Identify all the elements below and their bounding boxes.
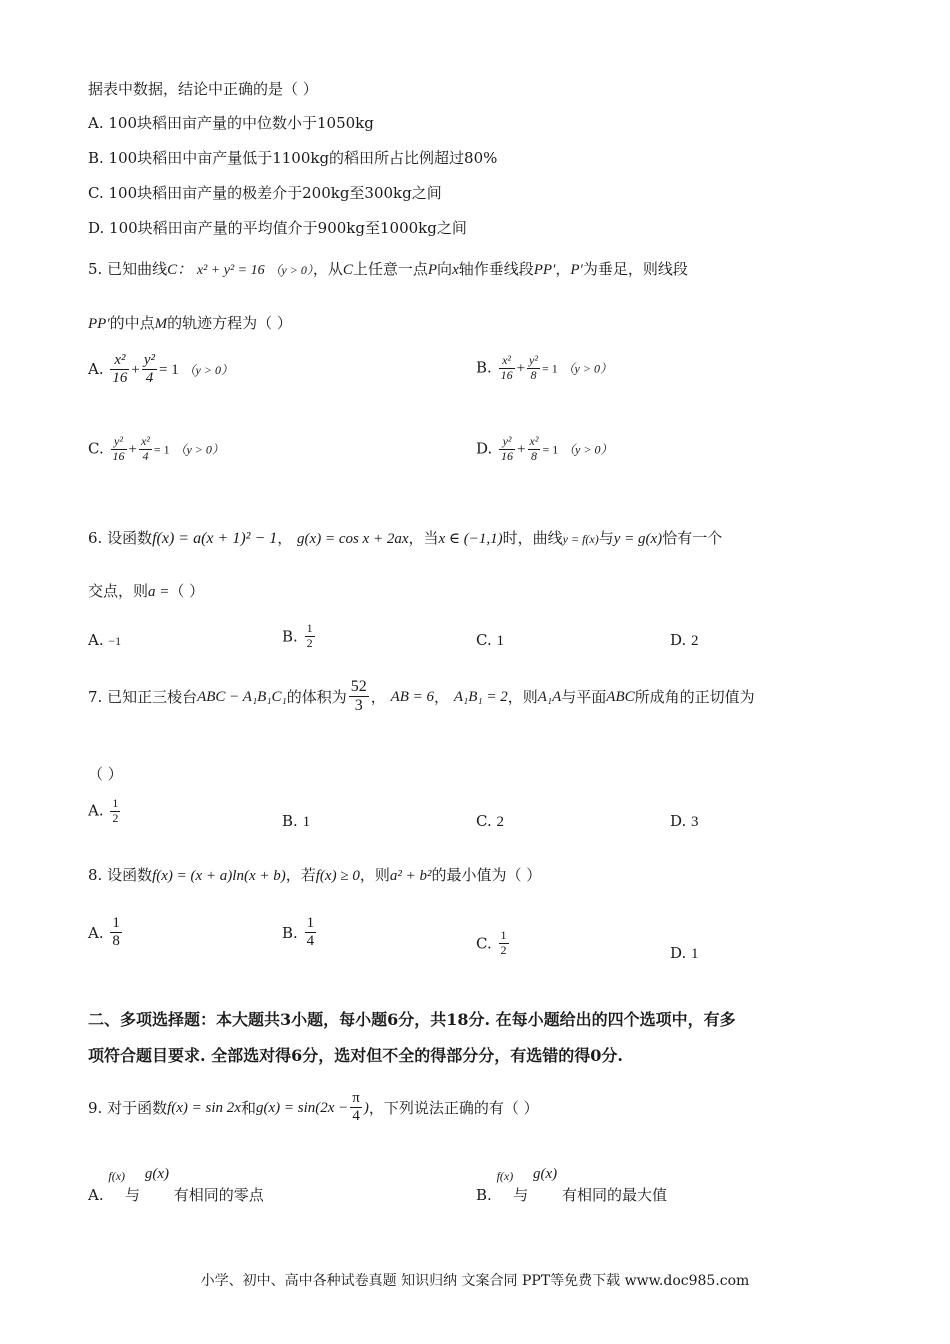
q6-a: a = xyxy=(148,584,170,600)
section2-heading-line1: 二、多项选择题：本大题共3小题，每小题6分，共18分. 在每小题给出的四个选项中，有多 xyxy=(88,1010,736,1029)
q7-solid: ABC − A₁B₁C₁ xyxy=(197,688,287,705)
q4-option-a: A. 100块稻田亩产量的中位数小于1050kg xyxy=(88,114,374,132)
fraction: $\frac{\text{y²}}{4}$ xyxy=(143,352,156,387)
q7-volume: $\frac{52}{3}$ xyxy=(350,678,367,715)
q8-option-b: B. $\frac{1}{4}$ xyxy=(282,915,315,950)
q7-stem-line1: 7. 已知正三棱台ABC − A₁B₁C₁的体积为 $\frac{52}{3}$ ， AB = 6， A₁B₁ = 2，则A₁A与平面ABC所成角的正切值为 xyxy=(88,678,755,715)
q4-intro: 据表中数据，结论中正确的是（ ） xyxy=(88,80,318,98)
q5-prefix: 5. 已知曲线 xyxy=(88,260,168,278)
q5-option-b: B. $\frac{\text{x²}}{16}$ + $\frac{\text{y²}}{8}$ = 1 （y > 0） xyxy=(476,353,612,382)
q6-y2: y = g(x) xyxy=(613,531,663,547)
q9-f: f(x) = sin 2x xyxy=(167,1099,241,1116)
q6-option-a: A. −1 xyxy=(88,631,122,649)
q9-g: g(x) = sin(2x − xyxy=(255,1099,349,1116)
fraction-pi-over-4: $\frac{\pi}{4}$ xyxy=(352,1090,360,1125)
q4-option-b: B. 100块稻田中亩产量低于1100kg的稻田所占比例超过80% xyxy=(88,149,498,167)
q5-cond: （y > 0） xyxy=(269,263,313,277)
q8-option-c: C. $\frac{1}{2}$ xyxy=(476,928,507,957)
q5-p: P xyxy=(427,262,438,278)
q6-y1: y = f(x) xyxy=(562,532,599,546)
q6-cond: x ∈ (−1,1) xyxy=(438,531,503,547)
q5-option-d: D. $\frac{\text{y²}}{16}$ + $\frac{\text{x²}}{8}$ = 1 （y > 0） xyxy=(476,434,613,463)
q6-f: f(x) = a(x + 1)² − 1 xyxy=(152,530,278,547)
q7-option-b: B. 1 xyxy=(282,812,311,830)
q5-x: x xyxy=(452,262,459,278)
fraction: $\frac{\text{y²}}{8}$ xyxy=(529,353,538,382)
option-label: B. xyxy=(476,358,492,377)
q5-mid2: 上任意一点 xyxy=(352,260,428,278)
q5-mid4: 轴作垂线段 xyxy=(458,260,534,278)
q5-line2-b: 的轨迹方程为（ ） xyxy=(167,314,292,332)
q5-mid1: ，从 xyxy=(312,260,343,278)
option-label: A. xyxy=(88,359,104,378)
fraction: $\frac{\text{y²}}{16}$ xyxy=(501,434,514,463)
q4-option-c: C. 100块稻田亩产量的极差介于200kg至300kg之间 xyxy=(88,184,442,202)
q6-option-d: D. 2 xyxy=(670,631,699,649)
q6-option-c: C. 1 xyxy=(476,631,504,649)
q5-line2-a: 的中点 xyxy=(109,314,155,332)
fraction: $\frac{\text{x²}}{16}$ xyxy=(500,353,513,382)
q6-option-b: B. $\frac{1}{2}$ xyxy=(282,621,313,650)
fraction: $\frac{\text{x²}}{16}$ xyxy=(112,352,128,387)
q4-option-d: D. 100块稻田亩产量的平均值介于900kg至1000kg之间 xyxy=(88,219,467,237)
q8-expr: a² + b² xyxy=(389,868,432,884)
page-footer: 小学、初中、高中各种试卷真题 知识归纳 文案合同 PPT等免费下载 www.doc985.com xyxy=(200,1273,750,1289)
q8-cond: f(x) ≥ 0 xyxy=(315,868,360,884)
q5-pp: PP′ xyxy=(533,262,556,278)
fraction: $\frac{\text{x²}}{4}$ xyxy=(140,434,150,463)
q5-pp2: PP′ xyxy=(88,316,110,332)
q9-option-a: A. $^{f(x)}$与 g(x) 有相同的零点 xyxy=(88,1166,264,1204)
q5-option-c: C. $\frac{\text{y²}}{16}$ + $\frac{\text{x²}}{4}$ = 1 （y > 0） xyxy=(88,434,224,463)
q5-pprime: P′ xyxy=(570,262,583,278)
q6-prefix: 6. 设函数 xyxy=(88,529,153,547)
q5-mid3: 向 xyxy=(437,260,453,278)
q5-option-a: A. $\frac{\text{x²}}{16}$ + $\frac{\text{y²}}{4}$ = 1 （y > 0） xyxy=(88,352,233,387)
option-label: C. xyxy=(88,439,104,458)
q6-stem-line2: 交点，则a =（ ） xyxy=(88,582,205,600)
fraction: $\frac{\text{y²}}{16}$ xyxy=(112,434,125,463)
q6-stem-line1: 6. 设函数f(x) = a(x + 1)² − 1， g(x) = cos x + 2ax，当x ∈ (−1,1)时，曲线y = f(x)与y = g(x)恰有一个 xyxy=(88,529,723,547)
q6-g: g(x) = cos x + 2ax xyxy=(297,531,409,547)
q8-option-d: D. 1 xyxy=(670,944,699,962)
q5-stem-line1 xyxy=(88,260,688,280)
q7-option-c: C. 2 xyxy=(476,812,504,830)
q8-stem: 8. 设函数f(x) = (x + a)ln(x + b)，若f(x) ≥ 0，则a² + b²的最小值为（ ） xyxy=(88,866,542,884)
q7-stem-line2: （ ） xyxy=(88,765,123,783)
q5-sep: ， xyxy=(555,260,571,278)
q5-curve: x² + y² = 16 xyxy=(196,263,265,278)
q5-c2: C xyxy=(342,262,353,278)
q7-option-a: A. $\frac{1}{2}$ xyxy=(88,796,119,825)
q8-f: f(x) = (x + a)ln(x + b) xyxy=(152,868,286,884)
q5-c: C： xyxy=(167,262,193,278)
section2-heading-line2: 项符合题目要求. 全部选对得6分，选对但不全的得部分分，有选错的得0分. xyxy=(88,1046,623,1065)
q5-m: M xyxy=(154,316,168,332)
q5-tail: 为垂足，则线段 xyxy=(582,260,688,278)
q9-option-b: B. $^{f(x)}$与 g(x) 有相同的最大值 xyxy=(476,1166,667,1204)
option-label: D. xyxy=(476,439,493,458)
fraction: $\frac{\text{x²}}{8}$ xyxy=(529,434,539,463)
q7-option-d: D. 3 xyxy=(670,812,699,830)
q8-option-a: A. $\frac{1}{8}$ xyxy=(88,915,120,950)
q5-stem-line2 xyxy=(88,314,292,333)
q9-stem: 9. 对于函数f(x) = sin 2x和g(x) = sin(2x − $\frac{\pi}{4}$ )，下列说法正确的有（ ） xyxy=(88,1090,539,1125)
